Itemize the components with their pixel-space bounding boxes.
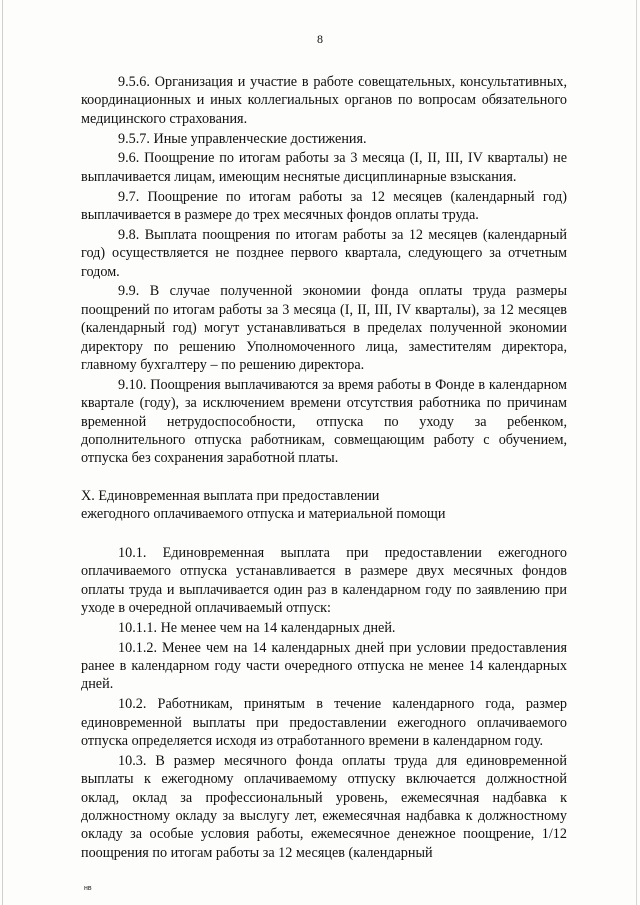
section-heading — [81, 487, 567, 524]
section-heading-line-2: ежегодного оплачиваемого отпуска и материальной помощи — [81, 506, 446, 523]
paragraph-9-6: 9.6. Поощрение по итогам работы за 3 месяца (I, II, III, IV кварталы) не выплачивается лицам, имеющим неснятые дисциплинарные взыскания. — [81, 150, 567, 185]
paragraph-10-1-2: 10.1.2. Менее чем на 14 календарных дней при условии предоставления ранее в календарном году части очередного отпуска не менее 14 календарных дней. — [81, 639, 567, 693]
paragraph-10-1: 10.1. Единовременная выплата при предоставлении ежегодного оплачиваемого отпуска устанавливается в размере двух месячных фондов оплаты труда и выплачивается один раз в календарном году по заявлению при уходе в очередной оплачиваемый отпуск: — [81, 544, 567, 616]
paragraph-10-3: 10.3. В размер месячного фонда оплаты труда для единовременной выплаты к ежегодному оплачиваемому отпуску включается должностной оклад, оклад за профессиональный уровень, ежемесячная надбавка к должностному окладу за выслугу лет, ежемесячная надбавка к должностному окладу за особые условия работы, ежемесячное денежное поощрение, 1/12 поощрения по итогам работы за 12 месяцев (календарный — [81, 752, 567, 861]
paragraph-9-8: 9.8. Выплата поощрения по итогам работы за 12 месяцев (календарный год) осуществляется не позднее первого квартала, следующего за отчетным годом. — [81, 226, 567, 280]
paragraph-9-5-7: 9.5.7. Иные управленческие достижения. — [118, 130, 367, 147]
paragraph-9-9: 9.9. В случае полученной экономии фонда оплаты труда размеры поощрений по итогам работы за 3 месяца (I, II, III, IV кварталы), за 12 месяцев (календарный год) могут устанавливаться в пределах полученной экономии директору по решению Уполномоченного лица, заместителям директора, главному бухгалтеру – по решению директора. — [81, 283, 567, 374]
paragraph-9-5-6: 9.5.6. Организация и участие в работе совещательных, консультативных, координационных и иных коллегиальных органов по вопросам обязательного медицинского страхования. — [81, 74, 567, 127]
section-heading-line-1: X. Единовременная выплата при предоставлении — [81, 487, 380, 504]
paragraph-10-2: 10.2. Работникам, принятым в течение календарного года, размер единовременной выплаты при предоставлении ежегодного оплачиваемого отпуска определяется исходя из отработанного времени в календарном году. — [81, 696, 567, 749]
footer-initials: нв — [84, 885, 92, 892]
document-body — [81, 73, 567, 862]
paragraph-9-7: 9.7. Поощрение по итогам работы за 12 месяцев (календарный год) выплачивается в размере до трех месячных фондов оплаты труда. — [81, 188, 567, 224]
paragraph-10-1-1: 10.1.1. Не менее чем на 14 календарных дней. — [118, 619, 396, 636]
scan-edge-right — [636, 0, 637, 905]
scan-edge-left — [2, 0, 3, 905]
page-number: 8 — [317, 32, 323, 46]
paragraph-9-10: 9.10. Поощрения выплачиваются за время работы в Фонде в календарном квартале (году), за исключением времени отсутствия работника по причинам временной нетрудоспособности, отпуска по уходу за ребенком, дополнительного отпуска работникам, совмещающим работу с обучением, отпуска без сохранения заработной платы. — [81, 376, 567, 467]
